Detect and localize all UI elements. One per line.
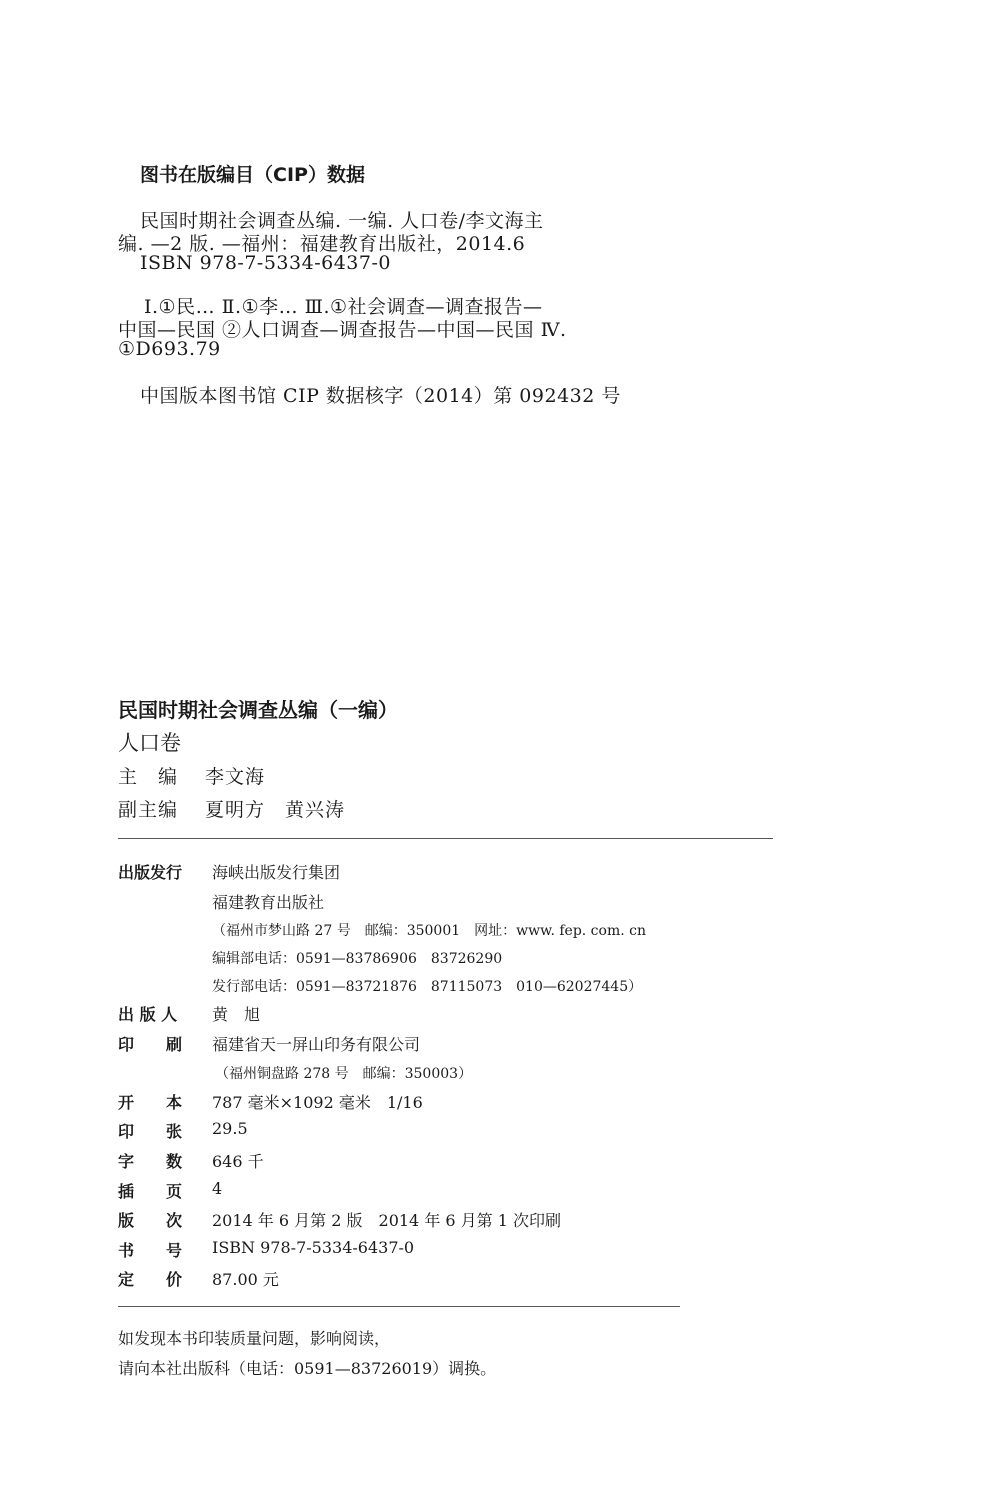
deputy-editor-label: 副主编 [118, 799, 179, 821]
colophon-value: 编辑部电话：0591—83786906 83726290 [212, 951, 503, 967]
colophon-value: 4 [212, 1179, 223, 1198]
colophon-value: 福建省天一屏山印务有限公司 [212, 1035, 421, 1054]
series-title: 民国时期社会调查丛编（一编） [118, 698, 398, 722]
cip-heading: 图书在版编目（CIP）数据 [140, 164, 365, 186]
quality-notice: 如发现本书印装质量问题，影响阅读， [118, 1329, 391, 1348]
colophon-value: （福州铜盘路 278 号 邮编：350003） [215, 1066, 473, 1082]
colophon-value: 87.00 元 [212, 1270, 279, 1289]
colophon-label: 插 页 [118, 1182, 183, 1201]
cip-classification: Ⅰ.①民… Ⅱ.①李… Ⅲ.①社会调查—调查报告— [144, 296, 543, 318]
colophon-value: （福州市梦山路 27 号 邮编：350001 网址：www. fep. com. cn [212, 923, 646, 939]
colophon-label: 书 号 [118, 1241, 183, 1260]
colophon-value: ISBN 978-7-5334-6437-0 [212, 1238, 415, 1257]
cip-classification: ①D693.79 [118, 338, 221, 360]
cip-line: 民国时期社会调查丛编. 一编. 人口卷/李文海主 [140, 210, 544, 232]
divider [118, 1306, 680, 1307]
colophon-value: 29.5 [212, 1119, 248, 1138]
divider [118, 838, 773, 839]
volume-title: 人口卷 [118, 731, 181, 755]
colophon-label: 出 版 人 [118, 1005, 178, 1024]
colophon-value: 787 毫米×1092 毫米 1/16 [212, 1093, 423, 1112]
editor-name: 李文海 [205, 766, 266, 788]
deputy-editor-names: 夏明方 黄兴涛 [205, 799, 346, 821]
cip-classification: 中国—民国 ②人口调查—调查报告—中国—民国 Ⅳ. [118, 319, 567, 341]
cip-approval: 中国版本图书馆 CIP 数据核字（2014）第 092432 号 [140, 385, 621, 407]
colophon-value: 黄 旭 [212, 1005, 261, 1024]
cip-isbn: ISBN 978-7-5334-6437-0 [140, 252, 391, 274]
quality-notice: 请向本社出版科（电话：0591—83726019）调换。 [118, 1359, 497, 1378]
colophon-label: 版 次 [118, 1211, 183, 1230]
colophon-label: 出版发行 [118, 863, 183, 882]
colophon-label: 定 价 [118, 1270, 183, 1289]
colophon-value: 646 千 [212, 1152, 264, 1171]
colophon-label: 印 张 [118, 1122, 183, 1141]
colophon-value: 海峡出版发行集团 [212, 863, 341, 882]
colophon-value: 发行部电话：0591—83721876 87115073 010—62027445） [212, 979, 643, 995]
cip-line: 编. —2 版. —福州：福建教育出版社，2014.6 [118, 233, 526, 255]
colophon-label: 字 数 [118, 1152, 183, 1171]
colophon-value: 福建教育出版社 [212, 893, 325, 912]
colophon-label: 印 刷 [118, 1035, 183, 1054]
colophon-label: 开 本 [118, 1093, 183, 1112]
colophon-value: 2014 年 6 月第 2 版 2014 年 6 月第 1 次印刷 [212, 1211, 562, 1230]
editor-label: 主 编 [118, 766, 179, 788]
